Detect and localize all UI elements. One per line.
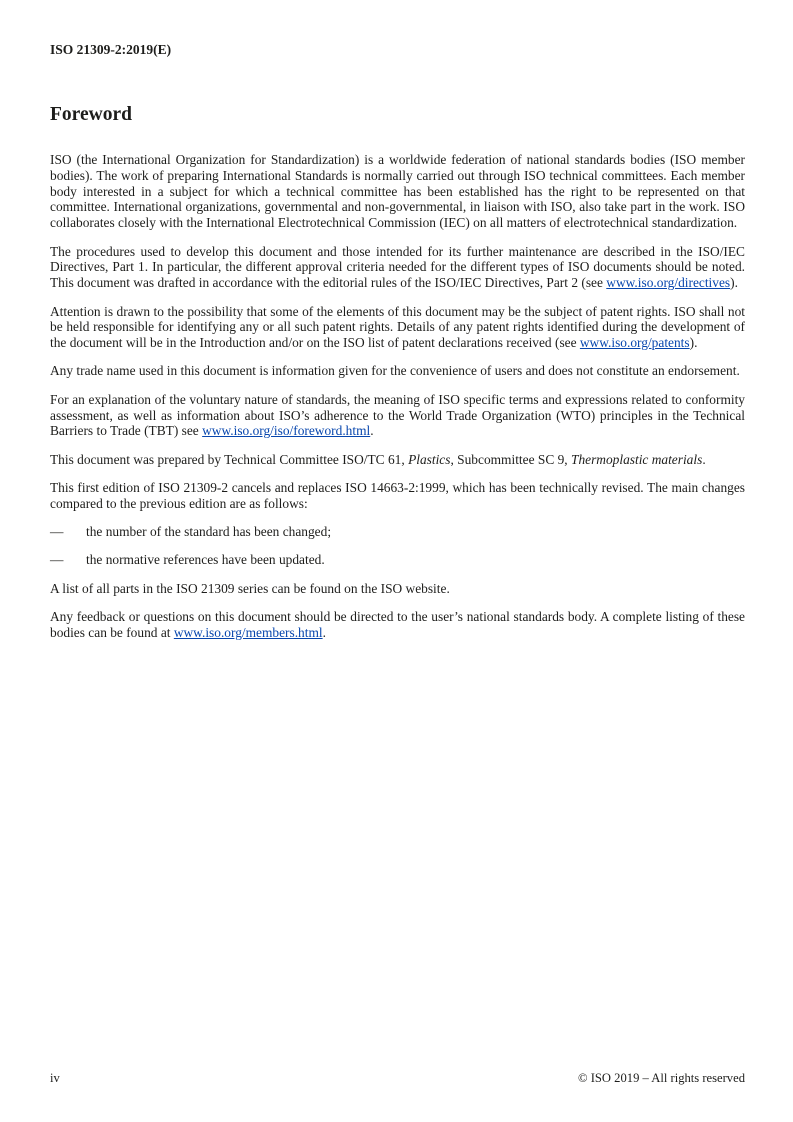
list-item-text: the normative references have been updated. — [86, 552, 325, 568]
page-number: iv — [50, 1071, 60, 1085]
hyperlink[interactable]: www.iso.org/directives — [606, 275, 731, 291]
paragraph: Attention is drawn to the possibility that some of the elements of this document may be the subject of patent rights. ISO shall not be held responsible for identifying any or all such patent rights. Details of any patent rights identified during the development of the document will be in the Introduction and/or on the ISO list of patent declarations received (see www.iso.org/patents). — [50, 303, 745, 351]
paragraph: This document was prepared by Technical Committee ISO/TC 61, Plastics, Subcommittee SC 9, Thermoplastic materials. — [50, 451, 706, 467]
foreword-content — [50, 152, 745, 653]
document-reference-header: ISO 21309-2:2019(E) — [50, 42, 172, 57]
paragraph: ISO (the International Organization for Standardization) is a worldwide federation of national standards bodies (ISO member bodies). The work of preparing International Standards is normally carried out through ISO technical committees. Each member body interested in a subject for which a technical committee has been established has the right to be represented on that committee. International organizations, governmental and non-governmental, in liaison with ISO, also take part in the work. ISO collaborates closely with the International Electrotechnical Commission (IEC) on all matters of electrotechnical standardization. — [50, 152, 745, 231]
paragraph: Any feedback or questions on this document should be directed to the user’s national standards body. A complete listing of these bodies can be found at www.iso.org/members.html. — [50, 609, 745, 640]
list-item-dash: — — [50, 524, 64, 540]
hyperlink[interactable]: www.iso.org/members.html — [173, 624, 323, 640]
list-item — [50, 524, 745, 540]
hyperlink[interactable]: www.iso.org/patents — [579, 335, 690, 351]
page-footer — [50, 1071, 745, 1086]
list-item-text: the number of the standard has been changed; — [86, 524, 332, 540]
copyright-notice: © ISO 2019 – All rights reserved — [578, 1071, 745, 1085]
paragraph: A list of all parts in the ISO 21309 series can be found on the ISO website. — [50, 580, 450, 596]
paragraph: This first edition of ISO 21309-2 cancels and replaces ISO 14663-2:1999, which has been technically revised. The main changes compared to the previous edition are as follows: — [50, 480, 745, 511]
page-title: Foreword — [50, 104, 132, 125]
paragraph: The procedures used to develop this document and those intended for its further maintenance are described in the ISO/IEC Directives, Part 1. In particular, the different approval criteria needed for the different types of ISO documents should be noted. This document was drafted in accordance with the editorial rules of the ISO/IEC Directives, Part 2 (see www.iso.org/directives). — [50, 243, 745, 291]
list-item-dash: — — [50, 552, 64, 568]
italic-text: Thermoplastic materials — [571, 451, 703, 467]
italic-text: Plastics — [408, 451, 451, 467]
list-item — [50, 552, 745, 568]
hyperlink[interactable]: www.iso.org/iso/foreword.html — [202, 423, 371, 439]
paragraph: For an explanation of the voluntary nature of standards, the meaning of ISO specific terms and expressions related to conformity assessment, as well as information about ISO’s adherence to the World Trade Organization (WTO) principles in the Technical Barriers to Trade (TBT) see www.iso.org/iso/foreword.html. — [50, 391, 745, 439]
paragraph: Any trade name used in this document is information given for the convenience of users and does not constitute an endorsement. — [50, 363, 740, 379]
